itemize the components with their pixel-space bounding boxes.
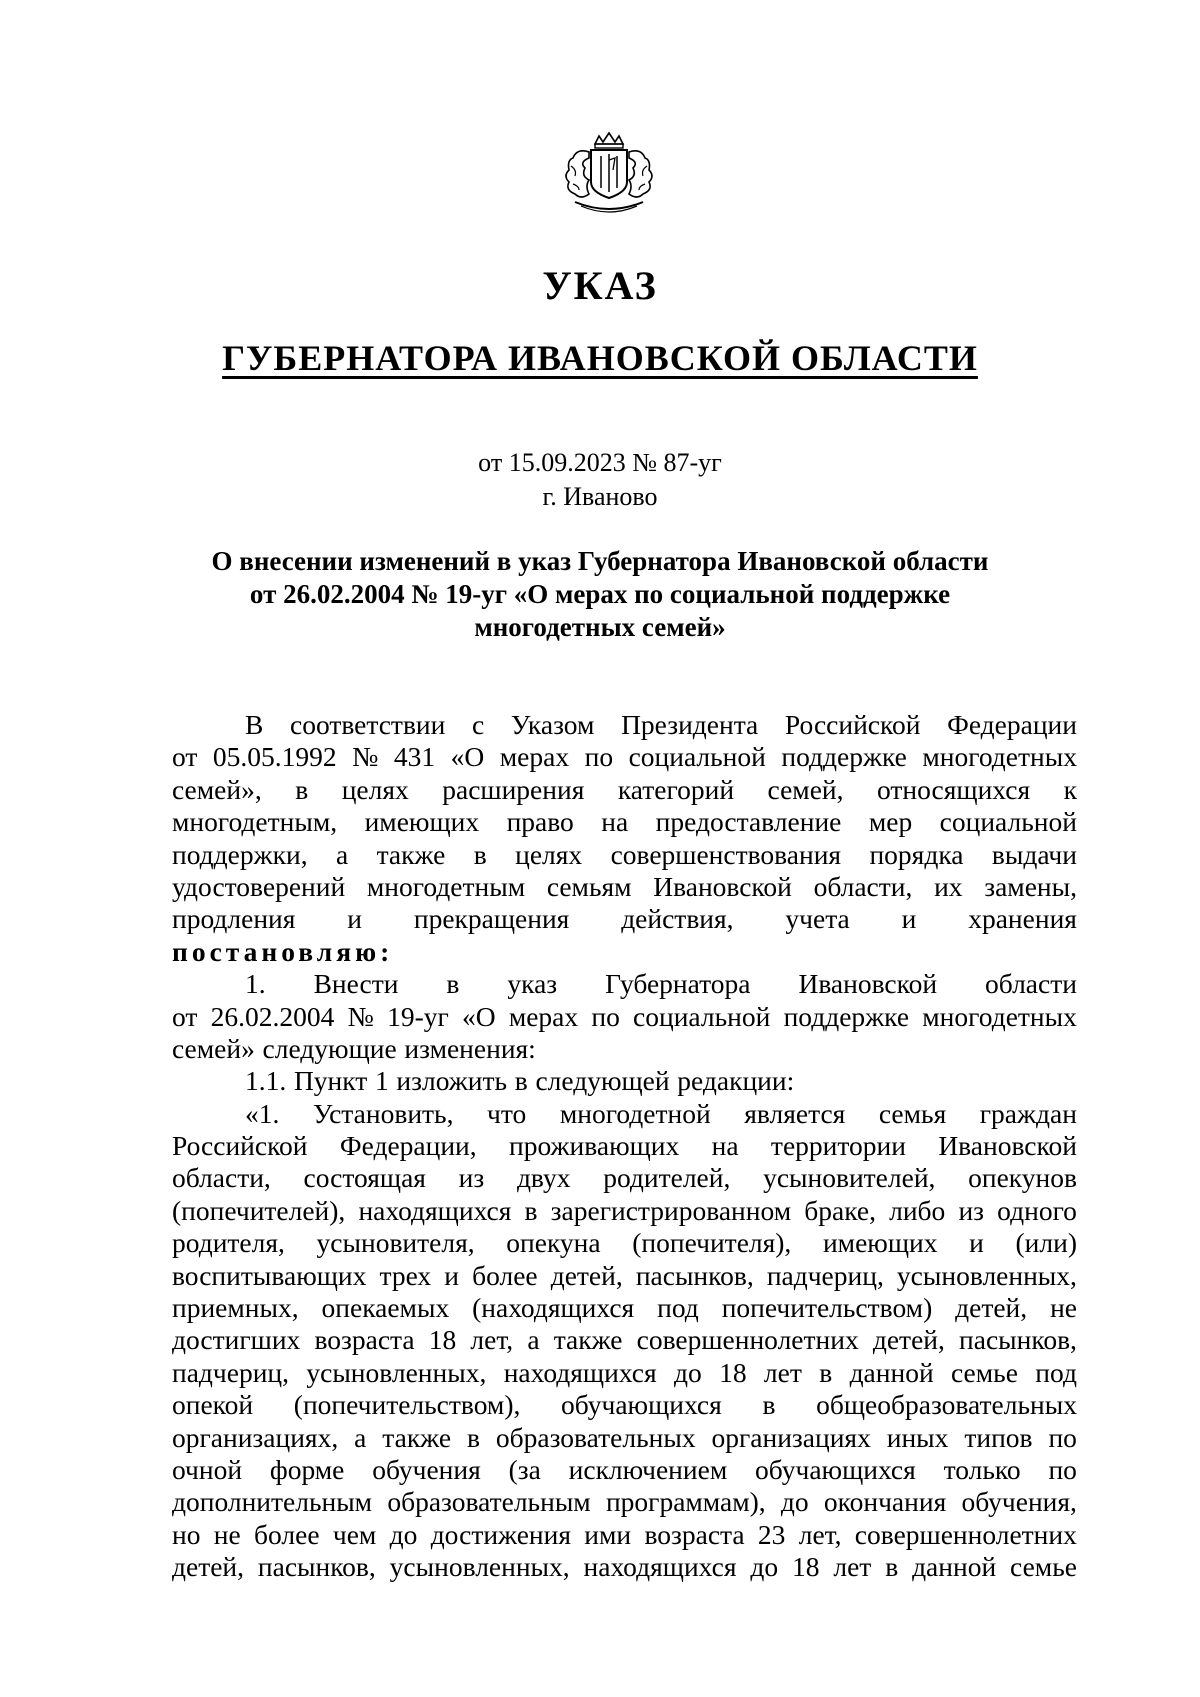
body-word: приемных, <box>172 1292 299 1324</box>
body-word: совершеннолетних <box>854 1518 1077 1550</box>
body-word: области <box>985 968 1077 1000</box>
body-word: одного <box>997 1194 1077 1226</box>
body-word: многодетных <box>922 1000 1077 1032</box>
body-word: совершеннолетних <box>636 1324 859 1356</box>
body-word: области, <box>813 870 913 902</box>
body-word: организациях <box>711 1421 871 1453</box>
body-word: более <box>472 1259 538 1291</box>
body-word: и <box>347 903 363 935</box>
decree-city: г. Иваново <box>542 482 658 511</box>
body-word: № <box>347 1000 374 1032</box>
body-line <box>172 709 1077 741</box>
subject-line: О внесении изменений в указ Губернатора Ивановской области <box>211 546 989 576</box>
body-word: в <box>885 1551 899 1583</box>
body-word: под <box>657 1292 699 1324</box>
body-word: детей, <box>550 1259 623 1291</box>
body-word: целях <box>341 773 409 805</box>
body-word: соответствии <box>289 709 446 740</box>
body-line <box>172 1292 1077 1324</box>
body-word: по <box>1048 1453 1077 1485</box>
body-word: 23 <box>757 1518 786 1550</box>
body-word: указ <box>507 968 558 1000</box>
body-word: из <box>458 1162 485 1194</box>
body-word: право <box>506 806 574 838</box>
body-word: мер <box>868 806 913 838</box>
body-word: только <box>943 1453 1021 1485</box>
body-word: по <box>591 1000 620 1032</box>
body-word: 1 <box>374 1065 389 1097</box>
body-word: в <box>762 1389 776 1421</box>
body-word: «О <box>461 1000 496 1032</box>
body-word: 1. <box>245 968 266 1000</box>
body-word: и <box>901 903 917 935</box>
body-word: социальной <box>633 1000 771 1032</box>
body-word: мерах <box>508 1000 579 1032</box>
body-word: общеобразовательных <box>816 1389 1077 1421</box>
body-word: до <box>750 1551 779 1583</box>
body-word: образовательным <box>387 1486 591 1518</box>
body-line <box>172 1098 1077 1130</box>
body-word: до <box>673 1356 702 1388</box>
body-line <box>172 1065 1077 1097</box>
body-word: с <box>472 709 485 740</box>
body-word: продления <box>172 903 296 935</box>
decree-date-number: от 15.09.2023 № 87-уг <box>478 448 722 477</box>
body-word: семье <box>951 1356 1018 1388</box>
body-word: окончания <box>823 1486 947 1518</box>
body-word: социальной <box>939 806 1077 838</box>
body-word: семье <box>1010 1551 1077 1583</box>
body-word: в <box>524 1194 538 1226</box>
body-word: не <box>1050 1292 1077 1324</box>
body-word: семья <box>878 1097 947 1129</box>
body-word: Ивановской <box>798 968 938 1000</box>
body-word: расширения <box>442 773 585 805</box>
body-word: а <box>354 1421 367 1453</box>
body-word: и <box>969 1227 984 1259</box>
body-word: чем <box>332 1518 377 1550</box>
body-word: усыновленных, <box>896 1259 1077 1291</box>
body-line <box>172 936 1077 968</box>
body-word: предоставление <box>655 806 842 838</box>
body-word: данной <box>849 1356 934 1388</box>
body-word: (попечительством), <box>293 1389 521 1421</box>
body-word: порядка <box>869 838 964 870</box>
body-word: от <box>172 741 198 773</box>
body-word: целях <box>515 838 583 870</box>
body-word: достижения <box>430 1518 571 1550</box>
body-word: 18 <box>791 1551 820 1583</box>
body-line <box>172 1162 1077 1194</box>
body-word: родителей, <box>603 1162 731 1194</box>
body-word: (находящихся <box>472 1292 635 1324</box>
body-word: опекой <box>172 1389 254 1421</box>
body-word: территории <box>770 1130 906 1162</box>
body-word: изложить <box>396 1065 508 1097</box>
body-word: опекуна <box>506 1227 601 1259</box>
body-word: Федерации <box>947 709 1077 740</box>
body-word: лет, <box>470 1324 514 1356</box>
body-line <box>172 1130 1077 1162</box>
body-word: попечительством) <box>721 1292 933 1324</box>
body-word: данной <box>912 1551 997 1583</box>
body-word: в <box>819 1356 833 1388</box>
body-word: граждан <box>979 1097 1077 1129</box>
body-word: усыновленных, <box>389 1551 570 1583</box>
body-word: 431 <box>393 741 436 773</box>
body-word: Президента <box>621 709 759 740</box>
body-word: и <box>444 1259 459 1291</box>
body-word: форме <box>269 1453 345 1485</box>
body-word: по <box>1048 1421 1077 1453</box>
body-line <box>172 774 1077 806</box>
body-word: Пункт <box>293 1065 368 1097</box>
body-word: хранения <box>968 903 1077 935</box>
body-line <box>172 839 1077 871</box>
body-word: Установить, <box>312 1097 454 1129</box>
body-word: (попечителей), <box>172 1194 346 1226</box>
body-word: также <box>376 838 446 870</box>
body-word: на <box>711 1130 739 1162</box>
body-word: усыновителей, <box>763 1162 936 1194</box>
body-word: проживающих <box>509 1130 680 1162</box>
body-word: мерах <box>499 741 570 773</box>
body-line <box>172 1260 1077 1292</box>
body-word: детей, <box>872 1324 945 1356</box>
body-line <box>172 1486 1077 1518</box>
body-word: типов <box>964 1421 1033 1453</box>
issuer-title <box>0 336 1200 380</box>
body-word: к <box>1063 773 1077 805</box>
body-word: детей, <box>172 1551 245 1583</box>
body-word: Российской <box>784 709 921 740</box>
body-line <box>172 1551 1077 1583</box>
body-word: возраста <box>644 1518 745 1550</box>
body-word: поддержки, <box>172 838 308 870</box>
body-word: выдачи <box>991 838 1077 870</box>
body-word: замены, <box>984 870 1077 902</box>
body-word: прекращения <box>413 903 570 935</box>
body-word: но <box>172 1518 201 1550</box>
body-line <box>172 1001 1077 1033</box>
body-word: трех <box>379 1259 432 1291</box>
body-word: исключением <box>568 1453 728 1485</box>
body-word: (за <box>508 1453 541 1485</box>
body-word: совершенствования <box>610 838 842 870</box>
body-word: многодетным, <box>172 806 338 838</box>
body-word: также <box>553 1324 623 1356</box>
body-word: семей, <box>767 773 844 805</box>
body-word: браке, <box>804 1194 876 1226</box>
body-word: образовательных <box>495 1421 696 1453</box>
body-word: двух <box>516 1162 571 1194</box>
subject-line: от 26.02.2004 № 19-уг «О мерах по социальной поддержке <box>249 579 951 609</box>
body-line <box>172 1389 1077 1421</box>
body-word: обучающихся <box>561 1389 722 1421</box>
body-word: от <box>172 1000 198 1032</box>
body-word: их <box>934 870 963 902</box>
issuer-title-text: ГУБЕРНАТОРА ИВАНОВСКОЙ ОБЛАСТИ <box>222 338 978 378</box>
body-word: зарегистрированном <box>550 1194 792 1226</box>
body-word: усыновителя, <box>316 1227 475 1259</box>
body-word: находящихся <box>503 1356 657 1388</box>
body-line <box>172 1357 1077 1389</box>
body-word: возраста <box>314 1324 415 1356</box>
body-word: поддержке <box>781 741 907 773</box>
body-word: программам), <box>605 1486 766 1518</box>
body-word: учета <box>785 903 850 935</box>
body-word: Губернатора <box>605 968 751 1000</box>
body-word: очной <box>172 1453 243 1485</box>
body-word: под <box>1035 1356 1077 1388</box>
body-word: иных <box>886 1421 949 1453</box>
body-word: многодетным <box>366 870 526 902</box>
body-word: социальной <box>628 741 766 773</box>
coat-of-arms-icon <box>555 130 663 218</box>
body-word: пасынков, <box>959 1324 1077 1356</box>
body-word: имеющих <box>822 1227 938 1259</box>
body-word: более <box>254 1518 320 1550</box>
body-word: а <box>335 838 349 870</box>
body-word: также <box>382 1421 452 1453</box>
body-line <box>172 1422 1077 1454</box>
body-line <box>172 871 1077 903</box>
body-line <box>172 1033 1077 1065</box>
body-word: семей» <box>172 1032 255 1064</box>
body-line <box>172 903 1077 935</box>
body-word: следующей <box>535 1065 670 1097</box>
body-word: в <box>446 968 460 1000</box>
body-word: опекунов <box>968 1162 1077 1194</box>
body-word: № <box>352 741 379 773</box>
body-word: достигших <box>172 1324 301 1356</box>
body-word: обучения, <box>961 1486 1077 1518</box>
body-word: в <box>295 773 309 805</box>
body-word: В <box>245 709 264 740</box>
body-word: является <box>744 1097 846 1129</box>
body-word: состоящая <box>303 1162 426 1194</box>
body-word: 19-уг <box>387 1000 449 1032</box>
body-line <box>172 1454 1077 1486</box>
body-word: находящихся <box>358 1194 512 1226</box>
body-word: Российской <box>172 1130 308 1162</box>
body-word: по <box>584 741 614 773</box>
body-line <box>172 741 1077 773</box>
body-word: «О <box>450 741 485 773</box>
body-word: опекаемых <box>321 1292 450 1324</box>
body-word: действия, <box>621 903 734 935</box>
body-word: удостоверений <box>172 870 346 902</box>
body-word: а <box>527 1324 540 1356</box>
body-word: (попечителя), <box>632 1227 792 1259</box>
body-word: пасынков, <box>635 1259 754 1291</box>
body-word: области, <box>172 1162 271 1194</box>
body-word: падчериц, <box>172 1356 290 1388</box>
body-word: относящихся <box>877 773 1031 805</box>
body-word: (или) <box>1015 1227 1077 1259</box>
body-word: многодетной <box>559 1097 711 1129</box>
body-word: на <box>601 806 629 838</box>
body-word: семьям <box>546 870 632 902</box>
body-word: в <box>514 1065 528 1097</box>
decree-body <box>172 709 1077 1584</box>
body-word: до <box>389 1518 418 1550</box>
body-word: дополнительным <box>172 1486 373 1518</box>
body-word: родителя, <box>172 1227 285 1259</box>
body-word: 26.02.2004 <box>210 1000 335 1032</box>
body-word: воспитывающих <box>172 1259 367 1291</box>
body-word: в <box>466 1421 480 1453</box>
body-word: либо <box>889 1194 946 1226</box>
body-word: ими <box>584 1518 632 1550</box>
body-word: 18 <box>719 1356 747 1388</box>
body-word: усыновленных, <box>306 1356 487 1388</box>
body-word: 05.05.1992 <box>212 741 337 773</box>
body-word: обучения <box>372 1453 481 1485</box>
body-word: до <box>780 1486 809 1518</box>
body-word: из <box>958 1194 985 1226</box>
body-word: следующие <box>262 1032 397 1064</box>
body-word: категорий <box>617 773 735 805</box>
body-word: Ивановской <box>938 1130 1077 1162</box>
body-word: Указом <box>510 709 595 740</box>
body-word: поддержке <box>783 1000 910 1032</box>
body-line <box>172 1519 1077 1551</box>
body-word: пасынков, <box>257 1551 376 1583</box>
body-word: Ивановской <box>653 870 792 902</box>
body-word: организациях, <box>172 1421 339 1453</box>
body-word: Внести <box>313 968 399 1000</box>
body-word: падчериц, <box>766 1259 884 1291</box>
body-word: находящихся <box>583 1551 737 1583</box>
body-word: «1. <box>245 1097 280 1129</box>
subject-line: многодетных семей» <box>474 612 726 642</box>
body-word: Федерации, <box>339 1130 477 1162</box>
body-word: не <box>213 1518 241 1550</box>
document-type-title: УКАЗ <box>542 263 658 308</box>
body-word: что <box>487 1097 527 1129</box>
body-word: 1.1. <box>245 1065 287 1097</box>
body-word: лет <box>763 1356 802 1388</box>
body-line <box>172 1324 1077 1356</box>
body-word: детей, <box>955 1292 1028 1324</box>
body-word: многодетных <box>922 741 1077 773</box>
body-word: имеющих <box>364 806 480 838</box>
body-word: в <box>473 838 487 870</box>
body-word: 18 <box>428 1324 457 1356</box>
body-word: лет, <box>798 1518 842 1550</box>
body-word: изменения: <box>404 1032 536 1064</box>
body-word: лет <box>833 1551 872 1583</box>
body-line <box>172 968 1077 1000</box>
body-word: обучающихся <box>755 1453 916 1485</box>
body-line <box>172 1195 1077 1227</box>
body-line <box>172 1227 1077 1259</box>
body-word: редакции: <box>677 1065 795 1097</box>
decree-subject <box>150 545 1050 644</box>
body-word: семей», <box>172 773 262 805</box>
body-word: постановляю: <box>172 935 394 967</box>
body-line <box>172 806 1077 838</box>
